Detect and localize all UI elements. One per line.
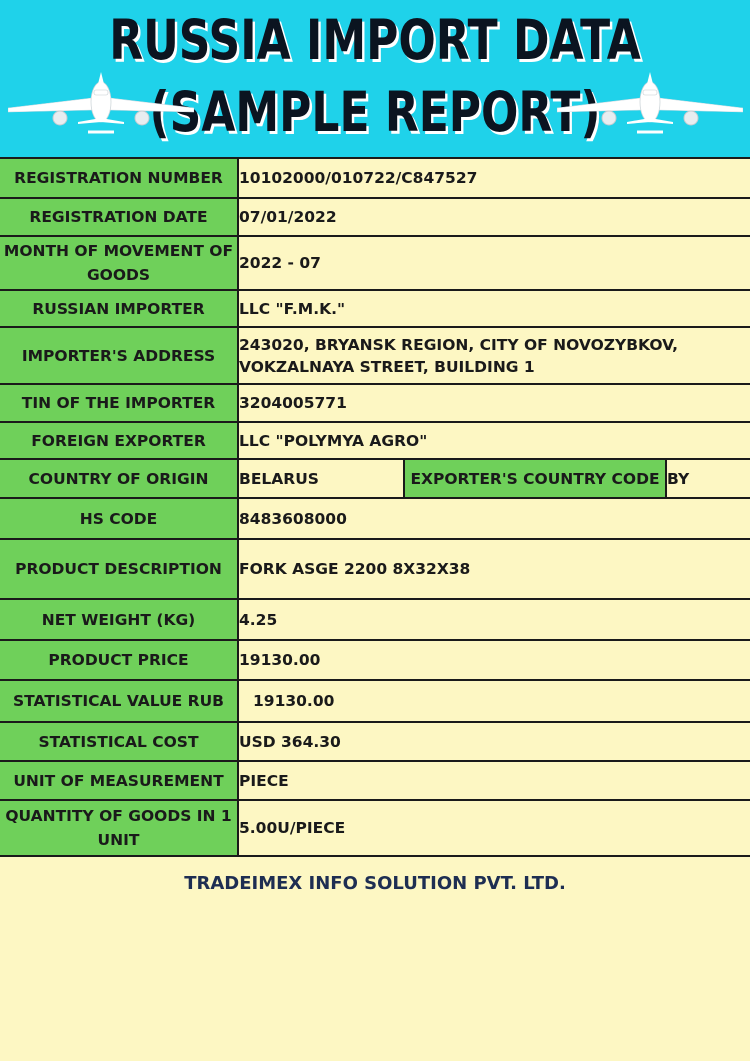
registration-date-label: REGISTRATION DATE <box>0 198 238 236</box>
airplane-icon <box>557 72 743 138</box>
product-description-value: FORK ASGE 2200 8X32X38 <box>238 539 750 599</box>
table-row <box>0 498 750 539</box>
russian-importer-label: RUSSIAN IMPORTER <box>0 290 238 327</box>
table-row <box>0 761 750 800</box>
product-price-label: PRODUCT PRICE <box>0 640 238 680</box>
table-row <box>0 236 750 290</box>
registration-number-value: 10102000/010722/C847527 <box>238 158 750 198</box>
table-row <box>0 722 750 761</box>
exporter-country-code-value: BY <box>666 459 750 498</box>
table-row <box>0 539 750 599</box>
table-row <box>0 384 750 422</box>
month-of-movement-value: 2022 - 07 <box>238 236 750 290</box>
country-of-origin-value: BELARUS <box>238 459 404 498</box>
table-row <box>0 158 750 198</box>
table-row <box>0 800 750 856</box>
russian-importer-value: LLC "F.M.K." <box>238 290 750 327</box>
report-table <box>0 157 750 857</box>
tin-of-importer-value: 3204005771 <box>238 384 750 422</box>
table-row <box>0 459 750 498</box>
foreign-exporter-value: LLC "POLYMYA AGRO" <box>238 422 750 459</box>
month-of-movement-label: MONTH OF MOVEMENT OF GOODS <box>0 236 238 290</box>
table-row <box>0 422 750 459</box>
net-weight-label: NET WEIGHT (KG) <box>0 599 238 640</box>
table-row <box>0 599 750 640</box>
hs-code-label: HS CODE <box>0 498 238 539</box>
foreign-exporter-label: FOREIGN EXPORTER <box>0 422 238 459</box>
table-row <box>0 640 750 680</box>
product-price-value: 19130.00 <box>238 640 750 680</box>
registration-number-label: REGISTRATION NUMBER <box>0 158 238 198</box>
table-row <box>0 327 750 384</box>
registration-date-value: 07/01/2022 <box>238 198 750 236</box>
tin-of-importer-label: TIN OF THE IMPORTER <box>0 384 238 422</box>
statistical-value-rub-label: STATISTICAL VALUE RUB <box>0 680 238 722</box>
statistical-cost-label: STATISTICAL COST <box>0 722 238 761</box>
quantity-in-unit-value: 5.00U/PIECE <box>238 800 750 856</box>
table-row <box>0 198 750 236</box>
country-of-origin-label: COUNTRY OF ORIGIN <box>0 459 238 498</box>
report-title-line-1: RUSSIA IMPORT DATA <box>109 8 641 72</box>
unit-of-measurement-label: UNIT OF MEASUREMENT <box>0 761 238 800</box>
quantity-in-unit-label: QUANTITY OF GOODS IN 1 UNIT <box>0 800 238 856</box>
statistical-value-rub-value: 19130.00 <box>238 680 750 722</box>
airplane-icon <box>8 72 194 138</box>
product-description-label: PRODUCT DESCRIPTION <box>0 539 238 599</box>
table-row <box>0 290 750 327</box>
importer-address-label: IMPORTER'S ADDRESS <box>0 327 238 384</box>
table-row <box>0 680 750 722</box>
exporter-country-code-label: EXPORTER'S COUNTRY CODE <box>404 459 666 498</box>
unit-of-measurement-value: PIECE <box>238 761 750 800</box>
statistical-cost-value: USD 364.30 <box>238 722 750 761</box>
report-header <box>0 0 750 157</box>
net-weight-value: 4.25 <box>238 599 750 640</box>
company-footer: TRADEIMEX INFO SOLUTION PVT. LTD. <box>184 873 566 894</box>
report-title-line-2: (SAMPLE REPORT) <box>149 80 601 144</box>
hs-code-value: 8483608000 <box>238 498 750 539</box>
importer-address-value: 243020, BRYANSK REGION, CITY OF NOVOZYBKOV, VOKZALNAYA STREET, BUILDING 1 <box>238 327 750 384</box>
